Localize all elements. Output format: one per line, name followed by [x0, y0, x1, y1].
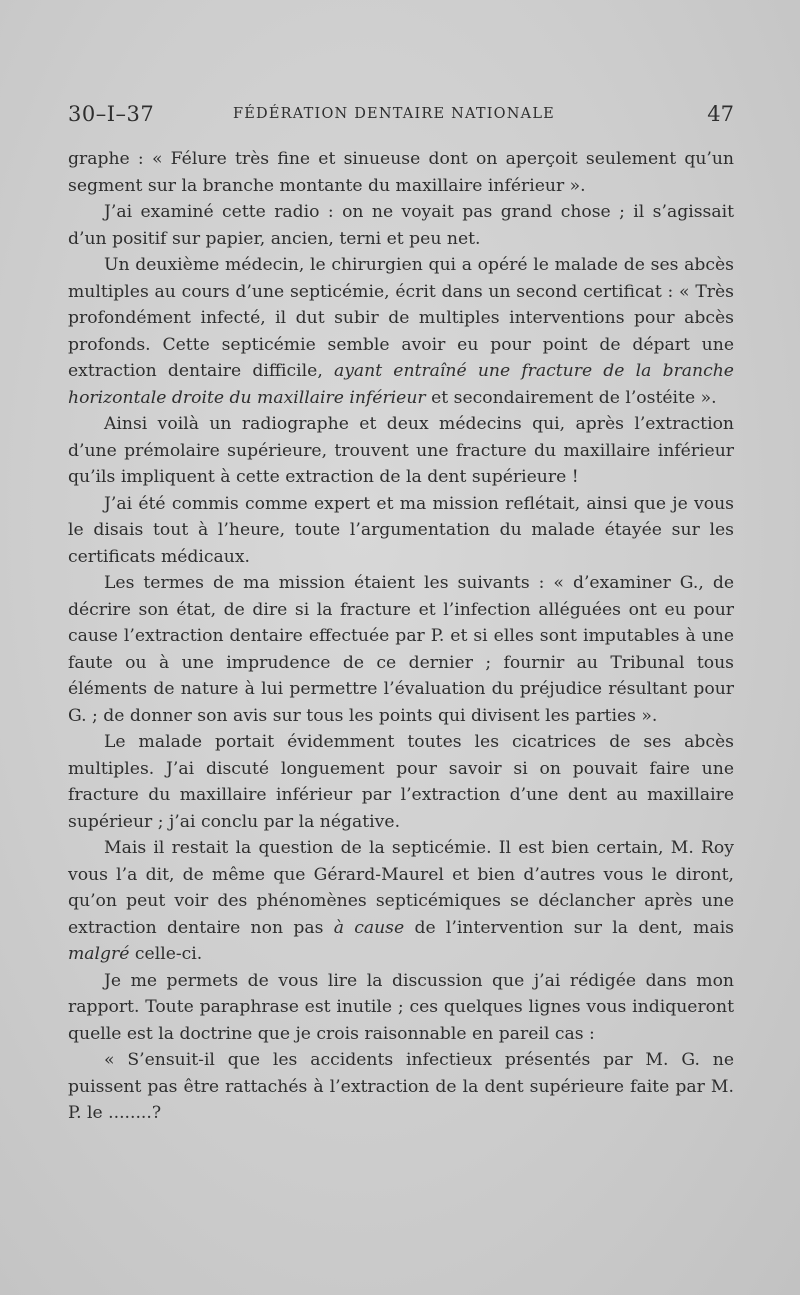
- italic-text-run: à cause: [333, 917, 405, 938]
- text-run: et secondairement de l’ostéite ».: [425, 387, 717, 408]
- paragraph: [68, 968, 734, 1048]
- text-run: Je me permets de vous lire la discussion que j’ai rédigée dans mon rapport. Toute paraphrase est inutile ; ces quelques lignes vous indiqueront quelle est la doctrine que je crois raisonnable en pareil cas :: [68, 970, 734, 1044]
- paragraph: [68, 835, 734, 968]
- paragraph: [68, 491, 734, 571]
- header-date: 30–I–37: [68, 102, 155, 126]
- paragraph: [68, 570, 734, 729]
- italic-text-run: malgré: [68, 944, 130, 964]
- header-title: FÉDÉRATION DENTAIRE NATIONALE: [233, 106, 555, 122]
- italic-text-run: ayant entraîné une fracture de la branche horizontale droite du maxillaire inférieur: [68, 361, 734, 408]
- paragraph: [68, 729, 734, 835]
- text-run: Les termes de ma mission étaient les suivants : « d’examiner G., de décrire son état, de dire si la fracture et l’infection alléguées ont eu pour cause l’extraction dentaire effectuée par P. et si elles sont imputables à une faute ou à une imprudence de ce dernier ; fournir au Tribunal tous éléments de nature à lui permettre l’évaluation du préjudice résultant pour G. ; de donner son avis sur tous les points qui divisent les parties ».: [68, 573, 734, 726]
- text-run: Mais il restait la question de la septicémie. Il est bien certain, M. Roy vous l’a dit, de même que Gérard-Maurel et bien d’autres vous le diront, qu’on peut voir des phénomènes septicémiques se déclancher après une extraction dentaire non pas: [68, 838, 734, 938]
- text-run: graphe : « Félure très fine et sinueuse dont on aperçoit seulement qu’un segment sur la branche montante du maxillaire inférieur ».: [68, 149, 734, 196]
- text-run: J’ai été commis comme expert et ma mission reflétait, ainsi que je vous le disais tout à l’heure, toute l’argumentation du malade étayée sur les certificats médicaux.: [68, 493, 734, 567]
- text-run: Ainsi voilà un radiographe et deux médecins qui, après l’extraction d’une prémolaire supérieure, trouvent une fracture du maxillaire inférieur qu’ils impliquent à cette extraction de la dent supérieure !: [68, 414, 734, 487]
- text-run: « S’ensuit-il que les accidents infectieux présentés par M. G. ne puissent pas être rattachés à l’extraction de la dent supérieure faite par M. P. le ........?: [68, 1050, 734, 1123]
- text-run: Un deuxième médecin, le chirurgien qui a opéré le malade de ses abcès multiples au cours d’une septicémie, écrit dans un second certificat : « Très profondément infecté, il dut subir de multiples interventions pour abcès profonds. Cette septicémie semble avoir eu pour point de départ une extraction dentaire difficile,: [68, 255, 734, 381]
- text-run: de l’intervention sur la dent, mais: [404, 917, 735, 938]
- running-head: [68, 100, 734, 140]
- text-run: celle-ci.: [129, 944, 203, 964]
- document-page: [68, 100, 734, 1127]
- paragraph: [68, 411, 734, 491]
- page-number: 47: [707, 102, 734, 126]
- text-run: Le malade portait évidemment toutes les cicatrices de ses abcès multiples. J’ai discuté longuement pour savoir si on pouvait faire une fracture du maxillaire inférieur par l’extraction d’une dent au maxillaire supérieur ; j’ai conclu par la négative.: [68, 732, 734, 832]
- paragraph: [68, 1047, 734, 1127]
- paragraph: [68, 146, 734, 199]
- text-run: J’ai examiné cette radio : on ne voyait pas grand chose ; il s’agissait d’un positif sur papier, ancien, terni et peu net.: [68, 202, 734, 249]
- body-text: [68, 146, 734, 1127]
- paragraph: [68, 199, 734, 252]
- paragraph: [68, 252, 734, 411]
